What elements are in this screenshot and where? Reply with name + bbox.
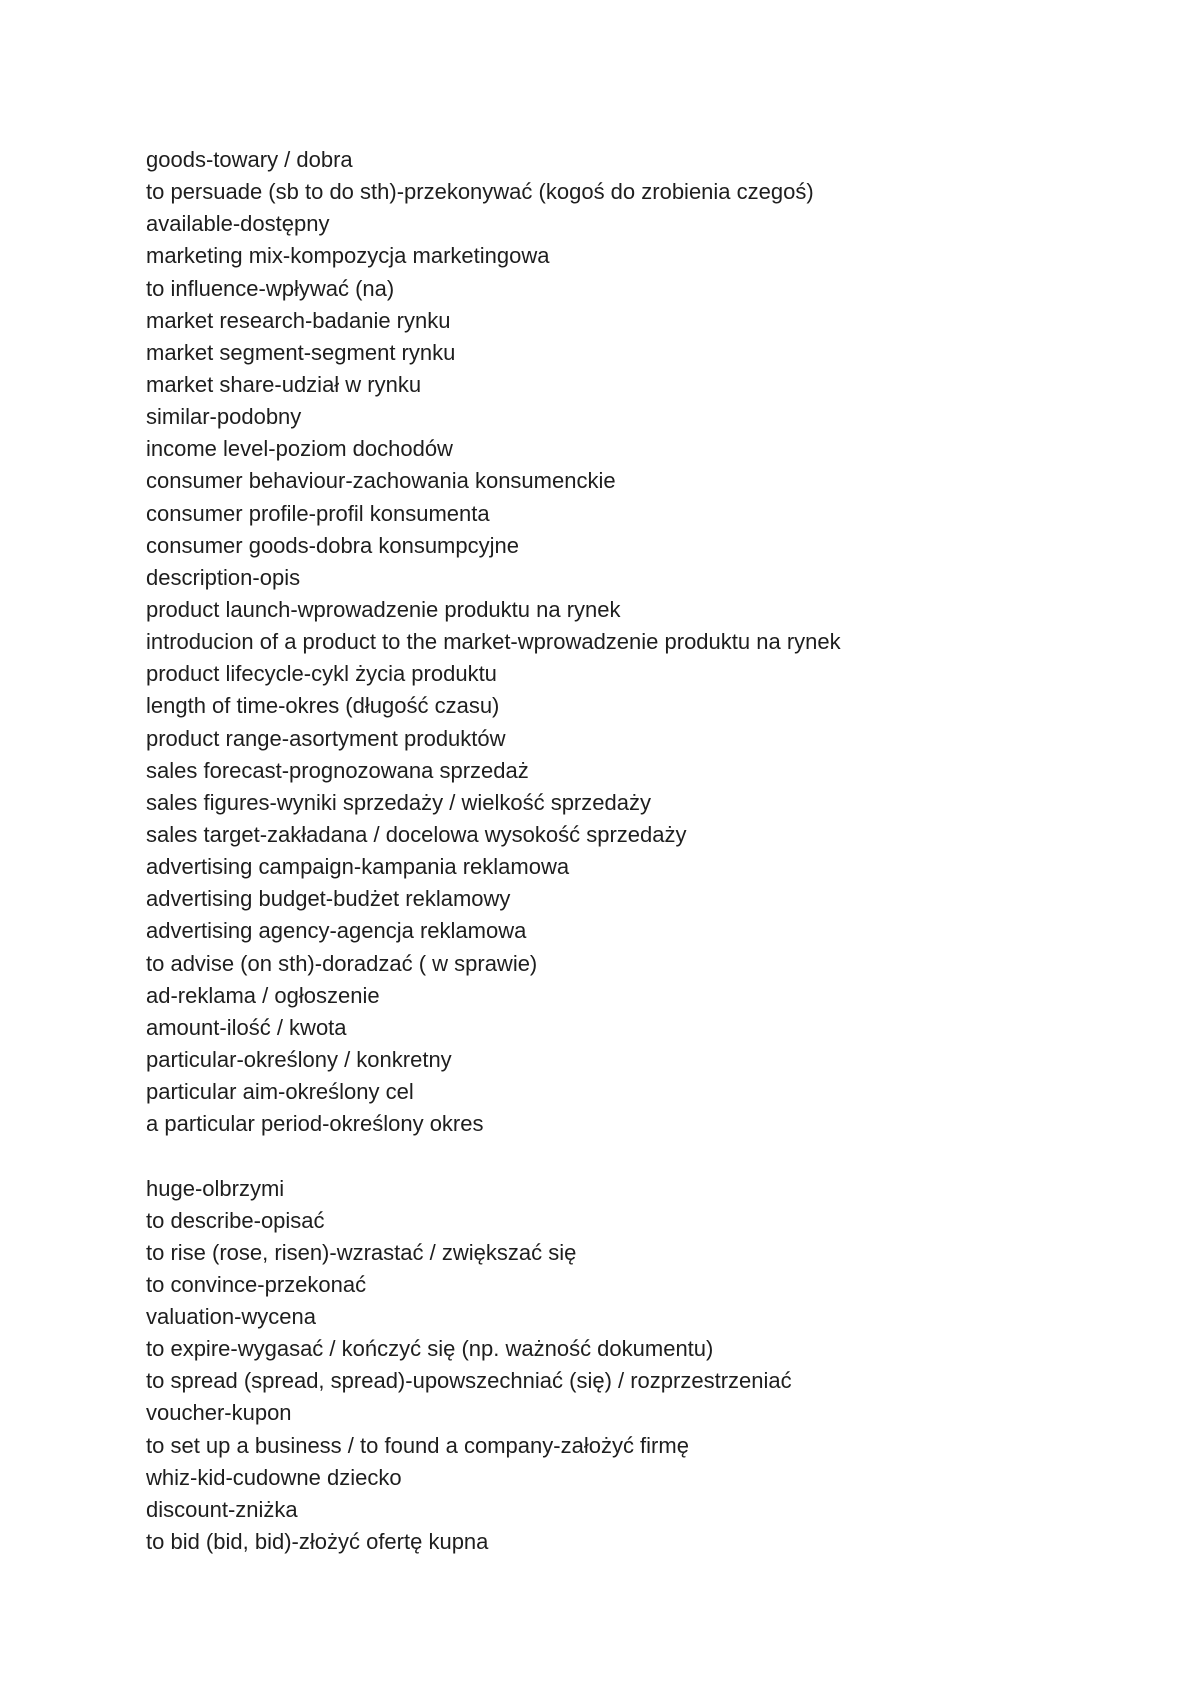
vocab-line: length of time-okres (długość czasu)	[146, 693, 500, 719]
vocab-line: available-dostępny	[146, 211, 330, 237]
vocab-line: to influence-wpływać (na)	[146, 275, 395, 301]
vocab-line: advertising campaign-kampania reklamowa	[146, 854, 570, 880]
vocab-line: description-opis	[146, 564, 301, 590]
vocab-line: to set up a business / to found a company-założyć firmę	[146, 1432, 689, 1458]
vocab-line: amount-ilość / kwota	[146, 1014, 347, 1040]
vocab-line: similar-podobny	[146, 404, 302, 430]
vocab-line: introducion of a product to the market-wprowadzenie produktu na rynek	[146, 629, 841, 655]
vocab-line: discount-zniżka	[146, 1496, 298, 1522]
vocab-line: consumer goods-dobra konsumpcyjne	[146, 532, 519, 558]
vocab-line: consumer behaviour-zachowania konsumenckie	[146, 468, 616, 494]
vocab-line: marketing mix-kompozycja marketingowa	[146, 243, 550, 269]
vocab-line: sales forecast-prognozowana sprzedaż	[146, 757, 529, 783]
vocab-line: to advise (on sth)-doradzać ( w sprawie)	[146, 950, 538, 976]
vocab-line: sales target-zakładana / docelowa wysokość sprzedaży	[146, 821, 687, 847]
vocab-line: a particular period-określony okres	[146, 1111, 484, 1137]
section-spacer	[146, 1140, 1146, 1172]
vocab-line: product launch-wprowadzenie produktu na rynek	[146, 596, 621, 622]
vocab-line: advertising agency-agencja reklamowa	[146, 918, 527, 944]
vocab-line: market research-badanie rynku	[146, 307, 451, 333]
vocab-line: product lifecycle-cykl życia produktu	[146, 661, 497, 687]
vocab-line: income level-poziom dochodów	[146, 436, 453, 462]
vocab-line: ad-reklama / ogłoszenie	[146, 982, 380, 1008]
vocab-line: particular-określony / konkretny	[146, 1046, 452, 1072]
vocab-line: advertising budget-budżet reklamowy	[146, 886, 511, 912]
vocab-line: to rise (rose, risen)-wzrastać / zwiększać się	[146, 1239, 577, 1265]
vocab-line: whiz-kid-cudowne dziecko	[146, 1464, 402, 1490]
vocab-line: to expire-wygasać / kończyć się (np. ważność dokumentu)	[146, 1336, 714, 1362]
vocab-line: market segment-segment rynku	[146, 339, 456, 365]
vocabulary-list	[146, 144, 1146, 1558]
vocab-line: huge-olbrzymi	[146, 1175, 285, 1201]
vocab-line: sales figures-wyniki sprzedaży / wielkość sprzedaży	[146, 789, 651, 815]
vocab-line: market share-udział w rynku	[146, 371, 422, 397]
vocab-line: to convince-przekonać	[146, 1271, 367, 1297]
vocab-line: valuation-wycena	[146, 1304, 316, 1330]
vocab-line: consumer profile-profil konsumenta	[146, 500, 490, 526]
vocab-line: voucher-kupon	[146, 1400, 292, 1426]
vocab-line: product range-asortyment produktów	[146, 725, 506, 751]
vocab-line: particular aim-określony cel	[146, 1079, 414, 1105]
vocab-line: goods-towary / dobra	[146, 147, 353, 172]
vocab-line: to describe-opisać	[146, 1207, 325, 1233]
vocab-line: to bid (bid, bid)-złożyć ofertę kupna	[146, 1529, 489, 1555]
vocab-line: to persuade (sb to do sth)-przekonywać (kogoś do zrobienia czegoś)	[146, 179, 814, 205]
vocab-line: to spread (spread, spread)-upowszechniać (się) / rozprzestrzeniać	[146, 1368, 792, 1394]
